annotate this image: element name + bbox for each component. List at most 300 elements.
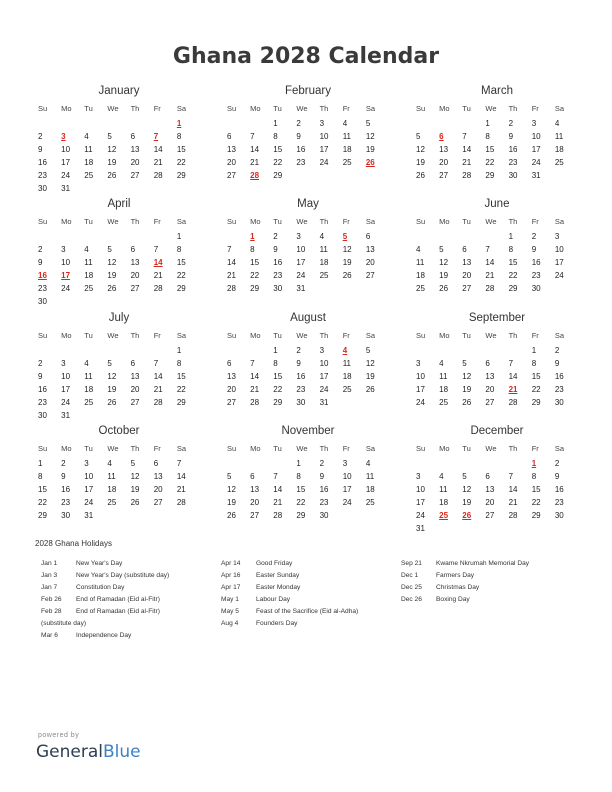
empty-day-cell bbox=[84, 230, 107, 243]
holiday-item bbox=[401, 594, 586, 606]
day-cell: 7 bbox=[485, 245, 490, 254]
empty-day-cell bbox=[416, 457, 439, 470]
day-cell: 15 bbox=[508, 258, 518, 267]
month-name: June bbox=[484, 198, 510, 210]
day-cell: 8 bbox=[176, 132, 182, 141]
empty-day-cell bbox=[131, 509, 154, 522]
empty-day-cell bbox=[131, 409, 154, 422]
day-cell: 1 bbox=[531, 346, 537, 355]
day-cell: 27 bbox=[227, 398, 236, 407]
week-row bbox=[38, 130, 200, 143]
empty-day-cell bbox=[485, 457, 508, 470]
day-cell: 29 bbox=[38, 511, 47, 520]
holiday-name: Christmas Day bbox=[436, 584, 480, 591]
day-cell: 25 bbox=[319, 271, 329, 280]
day-cell: 21 bbox=[508, 498, 518, 507]
day-cell: 29 bbox=[485, 171, 495, 180]
day-cell: 22 bbox=[531, 385, 541, 394]
day-cell: 19 bbox=[107, 385, 117, 394]
day-cell: 2 bbox=[508, 119, 514, 128]
empty-day-cell bbox=[509, 344, 532, 357]
day-cell: 16 bbox=[296, 145, 306, 154]
day-cell: 24 bbox=[61, 398, 71, 407]
week-row bbox=[38, 256, 200, 269]
day-cell: 26 bbox=[107, 398, 117, 407]
holiday-item bbox=[401, 570, 586, 582]
empty-day-cell bbox=[439, 230, 462, 243]
month-name: March bbox=[481, 85, 513, 97]
day-cell: 18 bbox=[107, 485, 117, 494]
holiday-item bbox=[221, 558, 406, 570]
day-cell: 22 bbox=[176, 385, 186, 394]
day-cell: 3 bbox=[416, 359, 421, 368]
day-cell: 17 bbox=[84, 485, 94, 494]
empty-day-cell bbox=[462, 457, 485, 470]
month-november bbox=[227, 424, 389, 522]
day-cell: 25 bbox=[416, 284, 425, 293]
weekday-label: Su bbox=[416, 104, 426, 113]
day-cell: 27 bbox=[227, 171, 236, 180]
day-cell: 26 bbox=[107, 284, 117, 293]
day-cell: 13 bbox=[365, 245, 375, 254]
holiday-date: Aug 4 bbox=[221, 620, 239, 627]
week-row bbox=[38, 357, 200, 370]
empty-day-cell bbox=[154, 509, 177, 522]
day-cell: 8 bbox=[508, 245, 514, 254]
day-cell: 23 bbox=[531, 271, 541, 280]
day-cell: 27 bbox=[153, 498, 163, 507]
day-cell: 16 bbox=[38, 158, 47, 167]
week-row bbox=[227, 256, 389, 269]
day-cell: 16 bbox=[531, 258, 541, 267]
holiday-item bbox=[221, 618, 406, 630]
day-cell: 5 bbox=[107, 245, 112, 254]
day-cell: 13 bbox=[130, 258, 140, 267]
empty-day-cell bbox=[154, 182, 177, 195]
weekday-header bbox=[227, 329, 389, 342]
day-cell: 8 bbox=[273, 132, 278, 141]
week-row bbox=[38, 470, 200, 483]
day-cell: 5 bbox=[107, 359, 112, 368]
day-cell: 1 bbox=[38, 459, 43, 468]
day-cell: 4 bbox=[342, 119, 348, 128]
day-cell: 12 bbox=[227, 485, 236, 494]
weekday-label: Mo bbox=[439, 104, 450, 113]
empty-day-cell bbox=[227, 117, 250, 130]
day-cell: 12 bbox=[107, 258, 117, 267]
day-cell: 31 bbox=[296, 284, 306, 293]
day-cell: 22 bbox=[531, 498, 541, 507]
day-cell: 2 bbox=[296, 119, 301, 128]
day-cell: 3 bbox=[319, 346, 325, 355]
empty-day-cell bbox=[107, 509, 130, 522]
holiday-name: Labour Day bbox=[256, 596, 291, 603]
day-cell: 19 bbox=[365, 372, 375, 381]
holiday-date: Feb 26 bbox=[41, 596, 62, 603]
weekday-header bbox=[416, 329, 578, 342]
week-row bbox=[227, 483, 389, 496]
week-row bbox=[416, 522, 578, 535]
week-row bbox=[38, 282, 200, 295]
weekday-label: We bbox=[485, 444, 497, 453]
day-cell: 1 bbox=[176, 346, 182, 355]
day-cell: 5 bbox=[416, 132, 421, 141]
weekday-label: Tu bbox=[84, 331, 93, 340]
day-cell: 27 bbox=[365, 271, 375, 280]
weekday-label: We bbox=[107, 104, 119, 113]
day-cell: 15 bbox=[273, 372, 283, 381]
day-cell: 9 bbox=[319, 472, 325, 481]
month-september bbox=[416, 311, 578, 409]
empty-day-cell bbox=[61, 230, 84, 243]
weekday-label: Tu bbox=[84, 104, 93, 113]
holiday-date: Apr 14 bbox=[221, 560, 241, 567]
empty-day-cell bbox=[227, 457, 250, 470]
day-cell: 10 bbox=[296, 245, 306, 254]
day-cell: 13 bbox=[250, 485, 260, 494]
empty-day-cell bbox=[416, 117, 439, 130]
empty-day-cell bbox=[485, 344, 508, 357]
week-row bbox=[416, 496, 578, 509]
week-row bbox=[227, 143, 389, 156]
holiday-day-cell: 26 bbox=[365, 158, 375, 167]
day-cell: 21 bbox=[153, 385, 163, 394]
day-cell: 17 bbox=[342, 485, 352, 494]
day-cell: 12 bbox=[462, 485, 472, 494]
empty-day-cell bbox=[250, 117, 273, 130]
empty-day-cell bbox=[343, 169, 366, 182]
day-cell: 7 bbox=[153, 245, 159, 254]
day-cell: 6 bbox=[250, 472, 255, 481]
empty-day-cell bbox=[439, 117, 462, 130]
weekday-label: Fr bbox=[342, 217, 350, 226]
weekday-label: Tu bbox=[462, 444, 471, 453]
day-cell: 26 bbox=[416, 171, 425, 180]
empty-day-cell bbox=[61, 295, 84, 308]
month-name: October bbox=[98, 425, 140, 437]
empty-day-cell bbox=[131, 295, 154, 308]
day-cell: 22 bbox=[485, 158, 495, 167]
week-row bbox=[38, 409, 200, 422]
day-cell: 4 bbox=[554, 119, 560, 128]
powered-by-label: powered by bbox=[38, 732, 80, 739]
weekday-label: We bbox=[296, 217, 308, 226]
weekday-header bbox=[38, 215, 200, 228]
empty-day-cell bbox=[532, 522, 555, 535]
day-cell: 11 bbox=[342, 359, 352, 368]
weekday-header bbox=[416, 102, 578, 115]
day-cell: 7 bbox=[462, 132, 467, 141]
weekday-header bbox=[416, 215, 578, 228]
week-row bbox=[416, 470, 578, 483]
weekday-label: Sa bbox=[554, 217, 565, 226]
week-row bbox=[38, 483, 200, 496]
month-august bbox=[227, 311, 389, 409]
day-cell: 23 bbox=[38, 284, 47, 293]
day-cell: 24 bbox=[416, 511, 425, 520]
day-cell: 21 bbox=[176, 485, 186, 494]
day-cell: 11 bbox=[84, 372, 93, 381]
week-row bbox=[227, 470, 389, 483]
day-cell: 30 bbox=[554, 398, 564, 407]
day-cell: 22 bbox=[176, 271, 186, 280]
week-row bbox=[227, 357, 389, 370]
day-cell: 7 bbox=[508, 472, 514, 481]
day-cell: 13 bbox=[227, 372, 236, 381]
day-cell: 20 bbox=[365, 258, 375, 267]
weekday-label: Th bbox=[508, 331, 518, 340]
day-cell: 12 bbox=[107, 372, 117, 381]
empty-day-cell bbox=[462, 117, 485, 130]
day-cell: 5 bbox=[365, 346, 371, 355]
day-cell: 5 bbox=[107, 132, 112, 141]
day-cell: 3 bbox=[416, 472, 421, 481]
weekday-label: Tu bbox=[273, 104, 282, 113]
week-row bbox=[227, 383, 389, 396]
day-cell: 17 bbox=[531, 145, 541, 154]
weekday-label: Fr bbox=[153, 444, 161, 453]
weekday-label: Sa bbox=[365, 444, 376, 453]
day-cell: 4 bbox=[439, 472, 444, 481]
day-cell: 20 bbox=[485, 498, 495, 507]
day-cell: 16 bbox=[38, 385, 47, 394]
weekday-label: Su bbox=[38, 331, 48, 340]
weekday-label: We bbox=[107, 331, 119, 340]
holiday-item bbox=[41, 630, 226, 642]
day-cell: 1 bbox=[176, 232, 182, 241]
day-cell: 26 bbox=[130, 498, 140, 507]
empty-day-cell bbox=[107, 230, 130, 243]
week-row bbox=[416, 130, 578, 143]
day-cell: 6 bbox=[130, 245, 136, 254]
empty-day-cell bbox=[555, 522, 578, 535]
holiday-name: Feast of the Sacrifice (Eid al-Adha) bbox=[256, 608, 359, 615]
day-cell: 9 bbox=[508, 132, 514, 141]
day-cell: 18 bbox=[554, 145, 564, 154]
day-cell: 8 bbox=[176, 245, 182, 254]
day-cell: 4 bbox=[416, 245, 421, 254]
empty-day-cell bbox=[366, 509, 389, 522]
week-row bbox=[227, 344, 389, 357]
week-row bbox=[38, 117, 200, 130]
day-cell: 26 bbox=[365, 385, 375, 394]
holiday-date: Dec 26 bbox=[401, 596, 422, 603]
day-cell: 25 bbox=[342, 158, 352, 167]
day-cell: 17 bbox=[61, 385, 71, 394]
weekday-label: Th bbox=[319, 217, 329, 226]
day-cell: 11 bbox=[84, 145, 93, 154]
day-cell: 27 bbox=[485, 398, 495, 407]
day-cell: 10 bbox=[531, 132, 541, 141]
day-cell: 15 bbox=[296, 485, 306, 494]
weekday-label: Fr bbox=[153, 104, 161, 113]
day-cell: 13 bbox=[439, 145, 449, 154]
holiday-item bbox=[221, 570, 406, 582]
day-cell: 6 bbox=[227, 359, 232, 368]
holiday-name: End of Ramadan (Eid al-Fitr) bbox=[76, 608, 160, 615]
day-cell: 24 bbox=[61, 284, 71, 293]
weekday-label: Su bbox=[416, 217, 426, 226]
week-row bbox=[227, 396, 389, 409]
day-cell: 3 bbox=[84, 459, 89, 468]
month-name: September bbox=[468, 312, 526, 324]
holiday-date: Sep 21 bbox=[401, 560, 422, 567]
day-cell: 10 bbox=[554, 245, 564, 254]
day-cell: 3 bbox=[554, 232, 560, 241]
day-cell: 20 bbox=[250, 498, 260, 507]
day-cell: 2 bbox=[38, 132, 43, 141]
day-cell: 31 bbox=[61, 184, 71, 193]
weekday-label: Sa bbox=[365, 104, 376, 113]
day-cell: 12 bbox=[365, 359, 375, 368]
empty-day-cell bbox=[250, 457, 273, 470]
day-cell: 12 bbox=[416, 145, 425, 154]
day-cell: 28 bbox=[508, 511, 518, 520]
empty-day-cell bbox=[38, 117, 61, 130]
week-row bbox=[227, 156, 389, 169]
empty-day-cell bbox=[107, 117, 130, 130]
holiday-item bbox=[41, 582, 226, 594]
empty-day-cell bbox=[509, 522, 532, 535]
weekday-label: We bbox=[296, 331, 308, 340]
month-name: February bbox=[284, 85, 332, 97]
day-cell: 30 bbox=[531, 284, 541, 293]
week-row bbox=[38, 243, 200, 256]
day-cell: 8 bbox=[38, 472, 43, 481]
empty-day-cell bbox=[250, 344, 273, 357]
month-name: August bbox=[290, 312, 326, 324]
weekday-label: We bbox=[296, 104, 308, 113]
week-row bbox=[416, 509, 578, 522]
day-cell: 9 bbox=[554, 359, 560, 368]
day-cell: 13 bbox=[227, 145, 236, 154]
week-row bbox=[416, 370, 578, 383]
holiday-column bbox=[41, 558, 226, 642]
day-cell: 4 bbox=[365, 459, 371, 468]
holiday-item bbox=[401, 558, 586, 570]
day-cell: 6 bbox=[365, 232, 371, 241]
day-cell: 5 bbox=[227, 472, 232, 481]
day-cell: 10 bbox=[84, 472, 94, 481]
weekday-label: Su bbox=[38, 217, 48, 226]
weekday-label: Tu bbox=[84, 444, 93, 453]
day-cell: 16 bbox=[508, 145, 518, 154]
day-cell: 24 bbox=[61, 171, 71, 180]
day-cell: 19 bbox=[130, 485, 140, 494]
weekday-label: Th bbox=[508, 217, 518, 226]
day-cell: 9 bbox=[38, 258, 43, 267]
empty-day-cell bbox=[84, 344, 107, 357]
day-cell: 28 bbox=[462, 171, 472, 180]
day-cell: 2 bbox=[319, 459, 325, 468]
day-cell: 23 bbox=[38, 171, 47, 180]
day-cell: 21 bbox=[273, 498, 283, 507]
weekday-label: We bbox=[296, 444, 308, 453]
weekday-label: Mo bbox=[250, 331, 261, 340]
day-cell: 14 bbox=[273, 485, 283, 494]
weekday-label: Th bbox=[508, 104, 518, 113]
empty-day-cell bbox=[131, 182, 154, 195]
empty-day-cell bbox=[227, 230, 250, 243]
week-row bbox=[416, 357, 578, 370]
holiday-item bbox=[41, 570, 226, 582]
empty-day-cell bbox=[154, 344, 177, 357]
weekday-label: Mo bbox=[250, 104, 261, 113]
day-cell: 12 bbox=[462, 372, 472, 381]
day-cell: 3 bbox=[61, 245, 66, 254]
week-row bbox=[416, 457, 578, 470]
empty-day-cell bbox=[343, 396, 366, 409]
day-cell: 14 bbox=[176, 472, 186, 481]
day-cell: 1 bbox=[273, 346, 278, 355]
week-row bbox=[416, 117, 578, 130]
day-cell: 9 bbox=[296, 359, 301, 368]
empty-day-cell bbox=[38, 344, 61, 357]
holiday-name-continuation: (substitute day) bbox=[41, 620, 87, 627]
weekday-header bbox=[227, 215, 389, 228]
week-row bbox=[227, 457, 389, 470]
day-cell: 22 bbox=[296, 498, 306, 507]
day-cell: 24 bbox=[554, 271, 564, 280]
week-row bbox=[416, 243, 578, 256]
holiday-day-cell: 25 bbox=[439, 511, 449, 520]
weekday-label: Mo bbox=[61, 217, 72, 226]
day-cell: 7 bbox=[250, 132, 255, 141]
weekday-label: Mo bbox=[439, 331, 450, 340]
empty-day-cell bbox=[107, 182, 130, 195]
day-cell: 28 bbox=[250, 398, 260, 407]
day-cell: 20 bbox=[462, 271, 472, 280]
day-cell: 28 bbox=[153, 398, 163, 407]
empty-day-cell bbox=[439, 457, 462, 470]
day-cell: 23 bbox=[554, 385, 564, 394]
empty-day-cell bbox=[555, 169, 578, 182]
holiday-item bbox=[41, 558, 226, 570]
brand-logo[interactable] bbox=[36, 742, 141, 762]
day-cell: 22 bbox=[273, 385, 283, 394]
day-cell: 20 bbox=[153, 485, 163, 494]
day-cell: 13 bbox=[485, 485, 495, 494]
day-cell: 6 bbox=[227, 132, 232, 141]
day-cell: 22 bbox=[508, 271, 518, 280]
holiday-date: Feb 28 bbox=[41, 608, 62, 615]
day-cell: 21 bbox=[227, 271, 236, 280]
weekday-label: Su bbox=[227, 331, 237, 340]
holiday-day-cell: 14 bbox=[153, 258, 163, 267]
day-cell: 30 bbox=[296, 398, 306, 407]
day-cell: 6 bbox=[130, 132, 136, 141]
day-cell: 4 bbox=[84, 245, 89, 254]
weekday-label: Su bbox=[227, 217, 237, 226]
holiday-day-cell: 5 bbox=[342, 232, 348, 241]
week-row bbox=[38, 295, 200, 308]
day-cell: 31 bbox=[416, 524, 425, 533]
day-cell: 17 bbox=[319, 145, 329, 154]
empty-day-cell bbox=[154, 230, 177, 243]
day-cell: 29 bbox=[508, 284, 518, 293]
month-april bbox=[38, 197, 200, 308]
day-cell: 8 bbox=[176, 359, 182, 368]
weekday-label: Th bbox=[130, 217, 140, 226]
day-cell: 29 bbox=[296, 511, 306, 520]
day-cell: 28 bbox=[153, 284, 163, 293]
day-cell: 3 bbox=[296, 232, 301, 241]
day-cell: 7 bbox=[508, 359, 514, 368]
day-cell: 12 bbox=[439, 258, 449, 267]
empty-day-cell bbox=[227, 344, 250, 357]
day-cell: 25 bbox=[342, 385, 352, 394]
day-cell: 23 bbox=[508, 158, 518, 167]
